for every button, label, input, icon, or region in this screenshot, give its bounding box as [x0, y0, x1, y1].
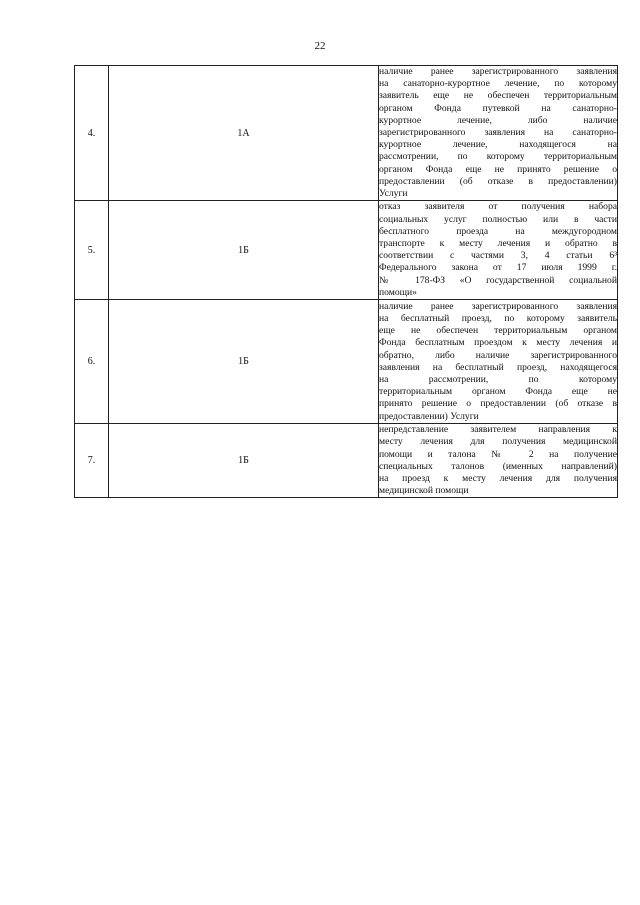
- row-code: 1Б: [109, 300, 379, 424]
- description-line: помощи»: [379, 286, 417, 298]
- description-line: наличие ранее зарегистрированного заявления: [379, 66, 617, 77]
- description-line: органом Фонда еще не принято решение о: [379, 163, 617, 175]
- description-line: предоставлении (об отказе в предоставлении): [379, 175, 617, 187]
- description-line: транспорте к месту лечения и обратно в: [379, 238, 617, 250]
- description-line: принято решение о предоставлении (об отказе в: [379, 398, 617, 410]
- description-line: зарегистрированного заявления на санаторно-: [379, 127, 617, 139]
- description-line: территориальным органом Фонда еще не: [379, 386, 617, 398]
- row-code: 1А: [109, 66, 379, 201]
- description-line: курортное лечение, находящегося на: [379, 139, 617, 151]
- description-line: на рассмотрении, по которому: [379, 373, 617, 385]
- description-line: на санаторно-курортное лечение, по которому: [379, 78, 617, 90]
- row-description: [379, 201, 618, 300]
- description-line: месту лечения для получения медицинской: [379, 436, 617, 448]
- description-line: органом Фонда путевкой на санаторно-: [379, 102, 617, 114]
- description-line: № 178-ФЗ «О государственной социальной: [379, 274, 617, 286]
- description-line: социальных услуг полностью или в части: [379, 213, 617, 225]
- row-code: 1Б: [109, 424, 379, 498]
- description-line: рассмотрении, по которому территориальным: [379, 151, 617, 163]
- description-line: соответствии с частями 3, 4 статьи 6³: [379, 250, 617, 262]
- row-number: 6.: [75, 300, 109, 424]
- description-line: на бесплатный проезд, по которому заявитель: [379, 312, 617, 324]
- row-description: [379, 66, 618, 201]
- description-line: заявитель еще не обеспечен территориальным: [379, 90, 617, 102]
- description-line: Фонда бесплатным проездом к месту лечения и: [379, 337, 617, 349]
- description-line: отказ заявителя от получения набора: [379, 201, 617, 213]
- description-line: курортное лечение, либо наличие: [379, 114, 617, 126]
- row-code: 1Б: [109, 201, 379, 300]
- table-row: [75, 201, 618, 300]
- requirements-table: [74, 65, 618, 498]
- description-line: Федерального закона от 17 июля 1999 г.: [379, 262, 617, 274]
- description-line: на проезд к месту лечения для получения: [379, 473, 617, 485]
- description-line: обратно, либо наличие зарегистрированного: [379, 349, 617, 361]
- row-number: 7.: [75, 424, 109, 498]
- row-description: [379, 424, 618, 498]
- description-line: бесплатного проезда на междугородном: [379, 225, 617, 237]
- description-line: наличие ранее зарегистрированного заявления: [379, 300, 617, 312]
- description-line: специальных талонов (именных направлений): [379, 460, 617, 472]
- description-line: непредставление заявителем направления к: [379, 424, 617, 436]
- description-line: помощи и талона № 2 на получение: [379, 448, 617, 460]
- description-line: предоставлении) Услуги: [379, 410, 479, 422]
- table-row: [75, 300, 618, 424]
- row-description: [379, 300, 618, 424]
- row-number: 4.: [75, 66, 109, 201]
- row-number: 5.: [75, 201, 109, 300]
- description-line: заявления на бесплатный проезд, находящегося: [379, 361, 617, 373]
- description-line: еще не обеспечен территориальным органом: [379, 325, 617, 337]
- description-line: медицинской помощи: [379, 485, 469, 497]
- page-number: 22: [314, 40, 326, 52]
- table-row: [75, 424, 618, 498]
- table-row: [75, 66, 618, 201]
- description-line: Услуги: [379, 188, 408, 200]
